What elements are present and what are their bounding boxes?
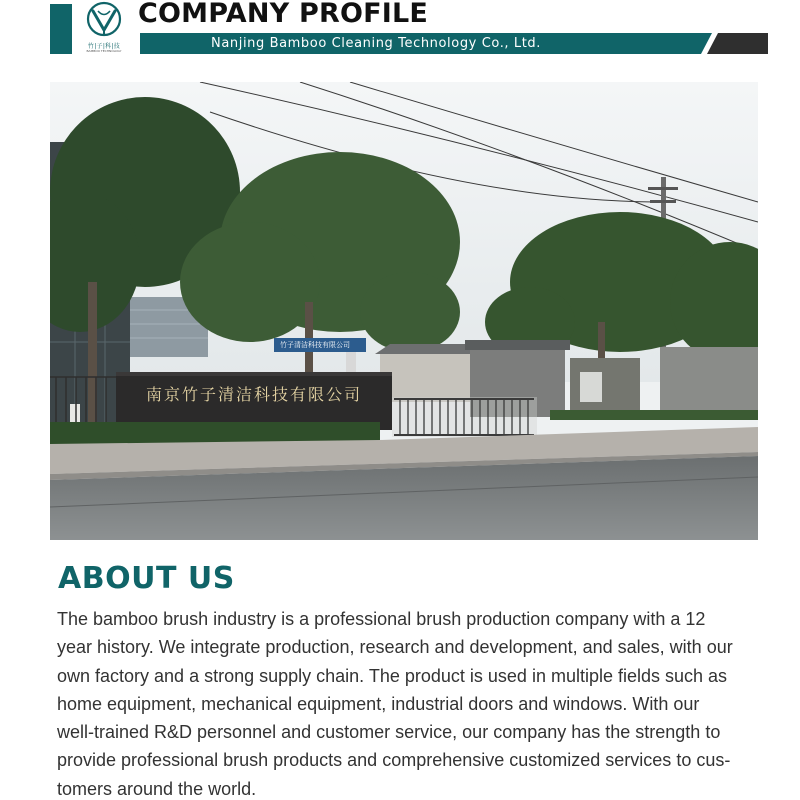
about-line: The bamboo brush industry is a professional brush production company with a 12 xyxy=(57,609,706,629)
about-us-paragraph xyxy=(57,605,747,800)
about-us-heading: ABOUT US xyxy=(58,561,235,596)
company-name: Nanjing Bamboo Cleaning Technology Co., Ltd. xyxy=(211,36,542,51)
about-line: provide professional brush products and comprehensive customized services to cus- xyxy=(57,750,731,771)
photo-illustration xyxy=(50,82,758,540)
about-line: well-trained R&D personnel and customer service, our company has the strength to xyxy=(57,722,721,743)
page-title: COMPANY PROFILE xyxy=(138,0,429,29)
about-line: year history. We integrate production, research and development, and sales, with our xyxy=(57,637,733,658)
company-name-band xyxy=(140,33,768,54)
building-sign-text: 竹子清洁科技有限公司 xyxy=(280,341,350,349)
gate-sign-text: 南京竹子清洁科技有限公司 xyxy=(145,385,362,404)
company-entrance-photo xyxy=(50,82,758,540)
header-accent-bar xyxy=(50,4,72,54)
about-line: home equipment, mechanical equipment, industrial doors and windows. With our xyxy=(57,693,700,714)
about-line: tomers around the world. xyxy=(57,778,257,799)
bamboo-logo-icon xyxy=(78,0,130,42)
company-logo xyxy=(78,0,130,54)
about-line: own factory and a strong supply chain. The product is used in multiple fields such as xyxy=(57,665,728,686)
logo-subcaption: BAMBOO TECHNOLOGY xyxy=(86,49,122,53)
logo-caption: 竹|子|科|技 xyxy=(87,43,121,50)
